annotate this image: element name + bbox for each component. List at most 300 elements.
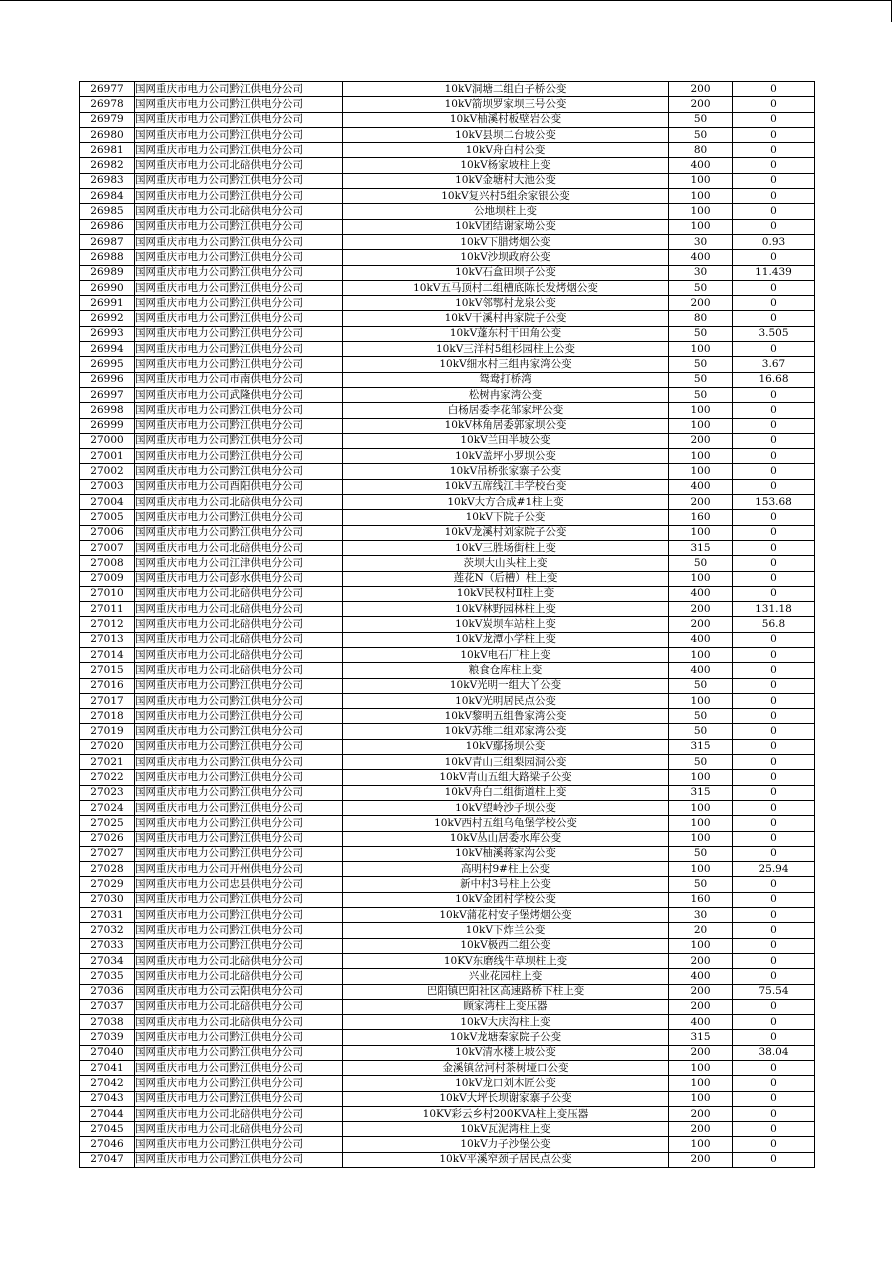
value-cell: 0	[733, 632, 815, 647]
value-cell: 25.94	[733, 862, 815, 877]
capacity-cell: 100	[669, 173, 733, 188]
value-cell: 0	[733, 219, 815, 234]
company-cell: 国网重庆市电力公司黔江供电分公司	[135, 1045, 343, 1060]
company-cell: 国网重庆市电力公司北碚供电分公司	[135, 1015, 343, 1030]
capacity-cell: 200	[669, 617, 733, 632]
capacity-cell: 100	[669, 418, 733, 433]
capacity-cell: 100	[669, 204, 733, 219]
capacity-cell: 100	[669, 800, 733, 815]
capacity-cell: 400	[669, 663, 733, 678]
value-cell: 0	[733, 1061, 815, 1076]
value-cell: 0	[733, 311, 815, 326]
row-id-cell: 27017	[80, 693, 135, 708]
row-id-cell: 27046	[80, 1137, 135, 1152]
company-cell: 国网重庆市电力公司黔江供电分公司	[135, 908, 343, 923]
capacity-cell: 100	[669, 862, 733, 877]
table-row	[80, 663, 815, 678]
row-id-cell: 27036	[80, 984, 135, 999]
transformer-name-cell: 10kV复兴村5组余家银公变	[343, 189, 669, 204]
transformer-name-cell: 10kV林角居委郭家坝公变	[343, 418, 669, 433]
capacity-cell: 400	[669, 632, 733, 647]
table-row	[80, 617, 815, 632]
value-cell: 0	[733, 816, 815, 831]
capacity-cell: 315	[669, 540, 733, 555]
table-row	[80, 693, 815, 708]
company-cell: 国网重庆市电力公司北碚供电分公司	[135, 632, 343, 647]
company-cell: 国网重庆市电力公司彭水供电分公司	[135, 571, 343, 586]
row-id-cell: 26981	[80, 143, 135, 158]
table-row	[80, 540, 815, 555]
row-id-cell: 27020	[80, 739, 135, 754]
table-row	[80, 403, 815, 418]
company-cell: 国网重庆市电力公司黔江供电分公司	[135, 1091, 343, 1106]
transformer-name-cell: 10kV金团村学校公变	[343, 892, 669, 907]
row-id-cell: 26980	[80, 127, 135, 142]
company-cell: 国网重庆市电力公司北碚供电分公司	[135, 617, 343, 632]
table-row	[80, 647, 815, 662]
company-cell: 国网重庆市电力公司黔江供电分公司	[135, 265, 343, 280]
table-row	[80, 97, 815, 112]
company-cell: 国网重庆市电力公司北碚供电分公司	[135, 663, 343, 678]
table-row	[80, 816, 815, 831]
company-cell: 国网重庆市电力公司北碚供电分公司	[135, 1106, 343, 1121]
transformer-name-cell: 10kV杨家坡柱上变	[343, 158, 669, 173]
capacity-cell: 50	[669, 280, 733, 295]
table-row	[80, 449, 815, 464]
row-id-cell: 26984	[80, 189, 135, 204]
capacity-cell: 100	[669, 831, 733, 846]
company-cell: 国网重庆市电力公司江津供电分公司	[135, 556, 343, 571]
company-cell: 国网重庆市电力公司黔江供电分公司	[135, 1030, 343, 1045]
value-cell: 0	[733, 999, 815, 1014]
transformer-name-cell: 公地坝柱上变	[343, 204, 669, 219]
transformer-name-cell: 10kV五席线江丰学校台变	[343, 479, 669, 494]
table-row	[80, 632, 815, 647]
capacity-cell: 100	[669, 770, 733, 785]
value-cell: 0	[733, 342, 815, 357]
table-row	[80, 984, 815, 999]
value-cell: 0	[733, 449, 815, 464]
capacity-cell: 30	[669, 265, 733, 280]
table-row	[80, 785, 815, 800]
capacity-cell: 200	[669, 433, 733, 448]
company-cell: 国网重庆市电力公司黔江供电分公司	[135, 173, 343, 188]
row-id-cell: 27043	[80, 1091, 135, 1106]
company-cell: 国网重庆市电力公司黔江供电分公司	[135, 1076, 343, 1091]
capacity-cell: 200	[669, 999, 733, 1014]
table-row	[80, 280, 815, 295]
row-id-cell: 26995	[80, 357, 135, 372]
value-cell: 0	[733, 969, 815, 984]
transformer-name-cell: 10kV龙潭小学柱上变	[343, 632, 669, 647]
company-cell: 国网重庆市电力公司黔江供电分公司	[135, 1137, 343, 1152]
capacity-cell: 30	[669, 234, 733, 249]
value-cell: 0	[733, 1106, 815, 1121]
table-row	[80, 372, 815, 387]
capacity-cell: 100	[669, 525, 733, 540]
value-cell: 0	[733, 647, 815, 662]
transformer-name-cell: 10kV青山三组梨园洞公变	[343, 755, 669, 770]
capacity-cell: 50	[669, 112, 733, 127]
company-cell: 国网重庆市电力公司黔江供电分公司	[135, 449, 343, 464]
row-id-cell: 27002	[80, 464, 135, 479]
value-cell: 0	[733, 1015, 815, 1030]
transformer-table	[79, 81, 815, 1168]
value-cell: 0	[733, 433, 815, 448]
transformer-name-cell: 10kV蒲花村安子堡烤烟公变	[343, 908, 669, 923]
row-id-cell: 27035	[80, 969, 135, 984]
table-row	[80, 1091, 815, 1106]
value-cell: 0	[733, 724, 815, 739]
capacity-cell: 100	[669, 693, 733, 708]
row-id-cell: 27018	[80, 709, 135, 724]
row-id-cell: 27012	[80, 617, 135, 632]
row-id-cell: 26983	[80, 173, 135, 188]
page-top-rule	[0, 0, 892, 1]
value-cell: 0.93	[733, 234, 815, 249]
company-cell: 国网重庆市电力公司黔江供电分公司	[135, 709, 343, 724]
transformer-name-cell: 10kV电石厂柱上变	[343, 647, 669, 662]
company-cell: 国网重庆市电力公司北碚供电分公司	[135, 999, 343, 1014]
company-cell: 国网重庆市电力公司黔江供电分公司	[135, 127, 343, 142]
table-row	[80, 387, 815, 402]
table-row	[80, 1045, 815, 1060]
capacity-cell: 100	[669, 938, 733, 953]
row-id-cell: 27008	[80, 556, 135, 571]
transformer-name-cell: 10kV柚溪村板壁岩公变	[343, 112, 669, 127]
row-id-cell: 26999	[80, 418, 135, 433]
company-cell: 国网重庆市电力公司黔江供电分公司	[135, 1152, 343, 1167]
capacity-cell: 100	[669, 464, 733, 479]
capacity-cell: 30	[669, 908, 733, 923]
value-cell: 0	[733, 250, 815, 265]
transformer-name-cell: 10kV石盒田坝子公变	[343, 265, 669, 280]
value-cell: 0	[733, 1152, 815, 1167]
table-row	[80, 250, 815, 265]
row-id-cell: 27006	[80, 525, 135, 540]
table-row	[80, 800, 815, 815]
value-cell: 0	[733, 938, 815, 953]
capacity-cell: 50	[669, 127, 733, 142]
transformer-name-cell: 10kV下炸兰公变	[343, 923, 669, 938]
capacity-cell: 200	[669, 97, 733, 112]
company-cell: 国网重庆市电力公司黔江供电分公司	[135, 342, 343, 357]
row-id-cell: 27022	[80, 770, 135, 785]
company-cell: 国网重庆市电力公司黔江供电分公司	[135, 97, 343, 112]
table-row	[80, 1137, 815, 1152]
transformer-name-cell: 10kV五马顶村二组槽底陈长发烤烟公变	[343, 280, 669, 295]
transformer-name-cell: 10kV细水村三组冉家湾公变	[343, 357, 669, 372]
value-cell: 0	[733, 785, 815, 800]
transformer-name-cell: 10kV力子沙堡公变	[343, 1137, 669, 1152]
table-row	[80, 143, 815, 158]
value-cell: 0	[733, 908, 815, 923]
company-cell: 国网重庆市电力公司黔江供电分公司	[135, 326, 343, 341]
value-cell: 0	[733, 1091, 815, 1106]
value-cell: 0	[733, 846, 815, 861]
row-id-cell: 27009	[80, 571, 135, 586]
table-row	[80, 586, 815, 601]
value-cell: 0	[733, 556, 815, 571]
value-cell: 0	[733, 82, 815, 97]
row-id-cell: 27031	[80, 908, 135, 923]
transformer-name-cell: 10kV龙塘秦家院子公变	[343, 1030, 669, 1045]
row-id-cell: 26988	[80, 250, 135, 265]
value-cell: 0	[733, 770, 815, 785]
transformer-name-cell: 鸳鸯打桥湾	[343, 372, 669, 387]
capacity-cell: 50	[669, 724, 733, 739]
table-row	[80, 342, 815, 357]
row-id-cell: 27045	[80, 1122, 135, 1137]
row-id-cell: 27042	[80, 1076, 135, 1091]
capacity-cell: 100	[669, 1137, 733, 1152]
transformer-name-cell: 10kV清水楼上坡公变	[343, 1045, 669, 1060]
company-cell: 国网重庆市电力公司黔江供电分公司	[135, 82, 343, 97]
value-cell: 0	[733, 678, 815, 693]
company-cell: 国网重庆市电力公司黔江供电分公司	[135, 250, 343, 265]
value-cell: 38.04	[733, 1045, 815, 1060]
transformer-name-cell: 莲花N（后槽）柱上变	[343, 571, 669, 586]
capacity-cell: 50	[669, 387, 733, 402]
row-id-cell: 26994	[80, 342, 135, 357]
row-id-cell: 26986	[80, 219, 135, 234]
transformer-name-cell: 茨坝大山头柱上变	[343, 556, 669, 571]
value-cell: 0	[733, 953, 815, 968]
transformer-name-cell: 10kV干溪村冉家院子公变	[343, 311, 669, 326]
table-row	[80, 265, 815, 280]
value-cell: 0	[733, 1137, 815, 1152]
capacity-cell: 80	[669, 143, 733, 158]
row-id-cell: 27015	[80, 663, 135, 678]
transformer-name-cell: 10kV邻鄂村龙泉公变	[343, 296, 669, 311]
company-cell: 国网重庆市电力公司黔江供电分公司	[135, 800, 343, 815]
capacity-cell: 50	[669, 846, 733, 861]
transformer-name-cell: 10kV望岭沙子坝公变	[343, 800, 669, 815]
table-row	[80, 739, 815, 754]
row-id-cell: 27021	[80, 755, 135, 770]
capacity-cell: 100	[669, 219, 733, 234]
value-cell: 0	[733, 709, 815, 724]
value-cell: 153.68	[733, 495, 815, 510]
table-row	[80, 433, 815, 448]
row-id-cell: 27023	[80, 785, 135, 800]
value-cell: 0	[733, 464, 815, 479]
company-cell: 国网重庆市电力公司黔江供电分公司	[135, 311, 343, 326]
transformer-name-cell: 10KV彩云乡村200KVA柱上变压器	[343, 1106, 669, 1121]
row-id-cell: 27016	[80, 678, 135, 693]
transformer-name-cell: 10kV蓬东村干田角公变	[343, 326, 669, 341]
capacity-cell: 50	[669, 678, 733, 693]
table-row	[80, 678, 815, 693]
row-id-cell: 26982	[80, 158, 135, 173]
company-cell: 国网重庆市电力公司北碚供电分公司	[135, 540, 343, 555]
value-cell: 0	[733, 97, 815, 112]
transformer-name-cell: 10kV青山五组大路梁子公变	[343, 770, 669, 785]
transformer-name-cell: 10kV三胜场街柱上变	[343, 540, 669, 555]
capacity-cell: 200	[669, 82, 733, 97]
row-id-cell: 27038	[80, 1015, 135, 1030]
value-cell: 0	[733, 739, 815, 754]
table-row	[80, 112, 815, 127]
capacity-cell: 315	[669, 785, 733, 800]
transformer-name-cell: 10kV盖坪小罗坝公变	[343, 449, 669, 464]
transformer-name-cell: 10kV舟白村公变	[343, 143, 669, 158]
row-id-cell: 27013	[80, 632, 135, 647]
value-cell: 0	[733, 510, 815, 525]
company-cell: 国网重庆市电力公司黔江供电分公司	[135, 693, 343, 708]
value-cell: 0	[733, 296, 815, 311]
table-row	[80, 1030, 815, 1045]
table-row	[80, 296, 815, 311]
transformer-name-cell: 高明村9#柱上公变	[343, 862, 669, 877]
table-row	[80, 204, 815, 219]
company-cell: 国网重庆市电力公司黔江供电分公司	[135, 403, 343, 418]
transformer-name-cell: 10kV民权村Ⅱ柱上变	[343, 586, 669, 601]
value-cell: 0	[733, 189, 815, 204]
row-id-cell: 27041	[80, 1061, 135, 1076]
transformer-name-cell: 10kV黎明五组鲁家湾公变	[343, 709, 669, 724]
transformer-name-cell: 10kV柚溪蒋家沟公变	[343, 846, 669, 861]
row-id-cell: 26985	[80, 204, 135, 219]
value-cell: 0	[733, 1122, 815, 1137]
table-row	[80, 495, 815, 510]
capacity-cell: 100	[669, 403, 733, 418]
transformer-name-cell: 10kV林野园林柱上变	[343, 602, 669, 617]
transformer-name-cell: 10kV下院子公变	[343, 510, 669, 525]
company-cell: 国网重庆市电力公司黔江供电分公司	[135, 189, 343, 204]
row-id-cell: 27004	[80, 495, 135, 510]
value-cell: 0	[733, 892, 815, 907]
value-cell: 0	[733, 143, 815, 158]
value-cell: 0	[733, 571, 815, 586]
capacity-cell: 315	[669, 1030, 733, 1045]
row-id-cell: 27001	[80, 449, 135, 464]
company-cell: 国网重庆市电力公司北碚供电分公司	[135, 953, 343, 968]
table-row	[80, 923, 815, 938]
value-cell: 3.67	[733, 357, 815, 372]
company-cell: 国网重庆市电力公司黔江供电分公司	[135, 724, 343, 739]
table-row	[80, 1122, 815, 1137]
transformer-name-cell: 10kV大坪长坝谢家寨子公变	[343, 1091, 669, 1106]
transformer-name-cell: 10kV瓦泥湾柱上变	[343, 1122, 669, 1137]
company-cell: 国网重庆市电力公司北碚供电分公司	[135, 969, 343, 984]
table-row	[80, 877, 815, 892]
transformer-name-cell: 10kV西村五组乌龟堡学校公变	[343, 816, 669, 831]
capacity-cell: 400	[669, 586, 733, 601]
company-cell: 国网重庆市电力公司黔江供电分公司	[135, 112, 343, 127]
company-cell: 国网重庆市电力公司黔江供电分公司	[135, 770, 343, 785]
table-row	[80, 908, 815, 923]
table-row	[80, 999, 815, 1014]
transformer-name-cell: 巴阳镇巴阳社区高速路桥下柱上变	[343, 984, 669, 999]
table-row	[80, 1076, 815, 1091]
capacity-cell: 400	[669, 479, 733, 494]
company-cell: 国网重庆市电力公司黔江供电分公司	[135, 923, 343, 938]
value-cell: 0	[733, 586, 815, 601]
row-id-cell: 26998	[80, 403, 135, 418]
table-body	[80, 82, 815, 1168]
capacity-cell: 50	[669, 357, 733, 372]
company-cell: 国网重庆市电力公司黔江供电分公司	[135, 280, 343, 295]
table-row	[80, 1152, 815, 1167]
table-row	[80, 1015, 815, 1030]
capacity-cell: 200	[669, 953, 733, 968]
capacity-cell: 50	[669, 556, 733, 571]
transformer-name-cell: 10kV极西二组公变	[343, 938, 669, 953]
capacity-cell: 100	[669, 816, 733, 831]
company-cell: 国网重庆市电力公司黔江供电分公司	[135, 785, 343, 800]
table-row	[80, 510, 815, 525]
company-cell: 国网重庆市电力公司北碚供电分公司	[135, 1122, 343, 1137]
row-id-cell: 27000	[80, 433, 135, 448]
transformer-name-cell: 10KV东磨线牛草坝柱上变	[343, 953, 669, 968]
value-cell: 56.8	[733, 617, 815, 632]
capacity-cell: 100	[669, 1091, 733, 1106]
value-cell: 0	[733, 403, 815, 418]
company-cell: 国网重庆市电力公司黔江供电分公司	[135, 510, 343, 525]
capacity-cell: 200	[669, 1122, 733, 1137]
transformer-name-cell: 顾家湾柱上变压器	[343, 999, 669, 1014]
company-cell: 国网重庆市电力公司黔江供电分公司	[135, 219, 343, 234]
company-cell: 国网重庆市电力公司黔江供电分公司	[135, 739, 343, 754]
company-cell: 国网重庆市电力公司忠县供电分公司	[135, 877, 343, 892]
table-row	[80, 82, 815, 97]
row-id-cell: 26978	[80, 97, 135, 112]
table-row	[80, 969, 815, 984]
company-cell: 国网重庆市电力公司黔江供电分公司	[135, 846, 343, 861]
capacity-cell: 100	[669, 1061, 733, 1076]
table-row	[80, 571, 815, 586]
row-id-cell: 27034	[80, 953, 135, 968]
row-id-cell: 26989	[80, 265, 135, 280]
capacity-cell: 400	[669, 1015, 733, 1030]
table-row	[80, 525, 815, 540]
table-row	[80, 326, 815, 341]
table-row	[80, 173, 815, 188]
capacity-cell: 200	[669, 984, 733, 999]
row-id-cell: 27024	[80, 800, 135, 815]
transformer-name-cell: 10kV洞塘二组白子桥公变	[343, 82, 669, 97]
row-id-cell: 27011	[80, 602, 135, 617]
company-cell: 国网重庆市电力公司黔江供电分公司	[135, 1061, 343, 1076]
table-row	[80, 1061, 815, 1076]
value-cell: 3.505	[733, 326, 815, 341]
table-row	[80, 464, 815, 479]
table-row	[80, 189, 815, 204]
capacity-cell: 50	[669, 755, 733, 770]
company-cell: 国网重庆市电力公司开州供电分公司	[135, 862, 343, 877]
capacity-cell: 400	[669, 158, 733, 173]
value-cell: 0	[733, 800, 815, 815]
row-id-cell: 27019	[80, 724, 135, 739]
transformer-name-cell: 松树冉家湾公变	[343, 387, 669, 402]
row-id-cell: 27026	[80, 831, 135, 846]
row-id-cell: 27027	[80, 846, 135, 861]
row-id-cell: 27033	[80, 938, 135, 953]
capacity-cell: 200	[669, 1106, 733, 1121]
capacity-cell: 50	[669, 326, 733, 341]
transformer-name-cell: 10kV光明一组大丫公变	[343, 678, 669, 693]
row-id-cell: 27014	[80, 647, 135, 662]
row-id-cell: 26996	[80, 372, 135, 387]
company-cell: 国网重庆市电力公司黔江供电分公司	[135, 433, 343, 448]
table-row	[80, 938, 815, 953]
value-cell: 0	[733, 280, 815, 295]
capacity-cell: 200	[669, 296, 733, 311]
value-cell: 0	[733, 127, 815, 142]
capacity-cell: 100	[669, 342, 733, 357]
company-cell: 国网重庆市电力公司北碚供电分公司	[135, 602, 343, 617]
